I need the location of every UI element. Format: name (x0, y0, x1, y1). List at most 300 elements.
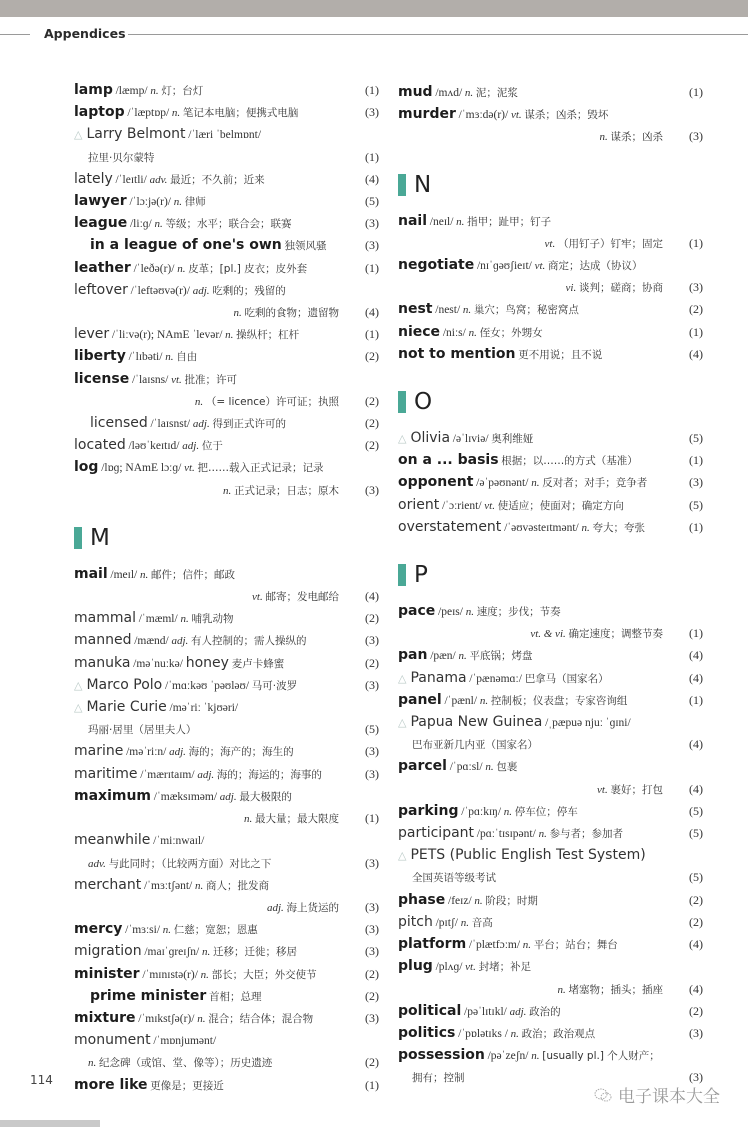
entry-text (88, 854, 353, 875)
headword: lately (74, 170, 113, 187)
entry-text (398, 299, 677, 321)
unit-number: (1) (365, 327, 379, 342)
entry-text (88, 148, 353, 169)
unit-number: (1) (365, 1077, 379, 1092)
entry-text (74, 675, 353, 697)
unit-number: (2) (365, 416, 379, 431)
headword: parking (398, 802, 459, 819)
headword: lever (74, 326, 110, 343)
dictionary-entry (74, 1008, 379, 1030)
pronunciation: /ˈleɪtli/ (115, 173, 147, 186)
pronunciation: /maɪˈɡreɪʃn/ (144, 946, 200, 959)
entry-text (74, 280, 353, 302)
headword: participant (398, 825, 475, 842)
entry-text (74, 457, 353, 479)
definition-zh: [usually pl.] 个人财产； (542, 1050, 660, 1063)
proper-noun-triangle-icon: △ (74, 701, 83, 715)
entry-text (398, 1023, 677, 1045)
definition-zh: 谋杀；凶杀 (610, 131, 663, 144)
pronunciation: /ˈmæml/ (138, 613, 178, 626)
entry-text (398, 322, 677, 344)
entry-line (398, 823, 703, 845)
entry-text (398, 801, 677, 823)
headword: pitch (398, 913, 433, 930)
part-of-speech: n. (464, 87, 474, 99)
dictionary-entry (74, 258, 379, 280)
dictionary-entry (74, 191, 379, 213)
definition-zh: 商定；达成（协议） (548, 260, 643, 273)
entry-line (398, 756, 703, 778)
definition-zh: 反对者；对手；竞争者 (542, 477, 648, 490)
dictionary-entry (398, 690, 703, 712)
part-of-speech: vt. (597, 783, 608, 796)
part-of-speech: n. (154, 218, 163, 231)
definition-zh: 吃剩的；残留的 (212, 284, 286, 297)
part-of-speech: vt. (171, 373, 182, 386)
dictionary-entry (74, 457, 379, 501)
entry-text (74, 830, 353, 852)
dictionary-entry (74, 741, 379, 763)
definition-zh: 指甲；趾甲；钉子 (467, 215, 552, 228)
entry-line (74, 741, 379, 763)
unit-number: (3) (365, 216, 379, 231)
section-marker-icon (398, 564, 406, 586)
entry-line (74, 124, 379, 146)
dictionary-entry (74, 986, 379, 1008)
entry-continuation (398, 979, 703, 1001)
dictionary-entry (74, 169, 379, 191)
entry-text (398, 823, 677, 845)
dictionary-entry (74, 1030, 379, 1074)
definition-zh: 独领风骚 (284, 240, 327, 253)
definition-zh: 谋杀；凶杀；毁坏 (524, 109, 609, 122)
dictionary-entry (398, 1023, 703, 1045)
unit-number: (5) (365, 722, 379, 737)
entry-line (74, 1075, 379, 1097)
unit-number: (3) (689, 475, 703, 490)
part-of-speech: n. (202, 946, 211, 959)
entry-text (398, 756, 677, 778)
unit-number: (3) (365, 633, 379, 648)
unit-number: (4) (689, 737, 703, 752)
definition-zh: 根据；以……的方式（基准） (501, 455, 638, 468)
definition-zh: 政治；政治观点 (521, 1027, 596, 1040)
entry-line (74, 346, 379, 368)
entry-text (74, 964, 353, 986)
unit-number: (2) (365, 438, 379, 453)
pronunciation: /ˈmɒnjumənt/ (153, 1035, 217, 1048)
entry-line (398, 668, 703, 690)
entry-line (74, 102, 379, 124)
definition-zh: 平底锅；烤盘 (469, 650, 533, 663)
entry-text (74, 741, 353, 763)
dictionary-entry (398, 845, 703, 889)
entry-line (398, 299, 703, 321)
entry-text (398, 344, 677, 366)
entry-text (74, 1030, 353, 1052)
entry-line (398, 934, 703, 956)
pronunciation: /pəˈzeʃn/ (487, 1050, 529, 1063)
definition-zh: 更不用说；且不说 (518, 348, 603, 361)
definition-zh: 控制板；仪表盘；专家咨询组 (490, 694, 628, 707)
headword: possession (398, 1047, 485, 1064)
pronunciation: /ˈmɪnɪstə(r)/ (142, 968, 198, 981)
headword: Papua New Guinea (410, 714, 543, 731)
proper-noun-triangle-icon: △ (74, 678, 83, 692)
pronunciation: /pæn/ (430, 650, 456, 663)
pronunciation: /feɪz/ (448, 894, 472, 907)
entry-text (74, 191, 353, 213)
headword: mammal (74, 610, 136, 627)
definition-zh: 首相；总理 (209, 990, 262, 1003)
entry-text (74, 1008, 353, 1030)
part-of-speech: adj. (266, 901, 284, 914)
definition-zh: 部长；大臣；外交使节 (211, 968, 317, 981)
unit-number: (1) (365, 83, 379, 97)
unit-number: (2) (689, 1003, 703, 1018)
dictionary-entry (398, 801, 703, 823)
headword: lamp (74, 82, 113, 98)
entry-text (74, 213, 353, 235)
part-of-speech: vt. & vi. (530, 628, 566, 641)
dictionary-entry (398, 668, 703, 690)
entry-text (398, 668, 677, 690)
entry-line (74, 875, 379, 897)
headword: mail (74, 565, 108, 582)
part-of-speech: n. (538, 828, 547, 841)
part-of-speech: n. (460, 916, 469, 929)
entry-line (74, 697, 379, 719)
unit-number: (4) (689, 648, 703, 663)
definition-zh: 停车位；停车 (514, 805, 578, 818)
dictionary-entry (398, 601, 703, 645)
definition-zh: 泥；泥浆 (475, 87, 518, 99)
entry-continuation (74, 302, 379, 324)
dictionary-entry (74, 697, 379, 741)
pronunciation: /ˈpɑːkɪŋ/ (461, 805, 502, 818)
unit-number: (1) (365, 149, 379, 164)
unit-number: (3) (365, 105, 379, 120)
headword: liberty (74, 348, 126, 365)
entry-line (398, 450, 703, 472)
unit-number: (4) (365, 171, 379, 186)
entry-text (398, 890, 677, 912)
definition-zh: 最大量；最大限度 (255, 813, 339, 826)
entry-continuation (74, 853, 379, 875)
dictionary-entry (74, 369, 379, 413)
dictionary-entry (74, 608, 379, 630)
entry-continuation (74, 147, 379, 169)
pronunciation: /ˈpɒlətɪks / (458, 1027, 508, 1040)
headword: leather (74, 259, 131, 276)
entry-line (398, 104, 703, 126)
headword: merchant (74, 876, 142, 893)
definition-zh: 全国英语等级考试 (412, 872, 496, 885)
entry-text (398, 690, 677, 712)
part-of-speech: n. (522, 939, 532, 952)
headword: lawyer (74, 193, 127, 210)
definition-zh: 谈判；磋商；协商 (579, 282, 663, 295)
section-letter: O (414, 389, 433, 416)
part-of-speech: n. (510, 1027, 519, 1040)
definition-zh: 封堵；补足 (478, 961, 532, 974)
definition-zh: 哺乳动物 (191, 613, 234, 626)
unit-number: (2) (365, 393, 379, 408)
watermark-text: 电子课本大全 (618, 1087, 720, 1107)
entry-continuation (74, 586, 379, 608)
part-of-speech: adv. (149, 173, 168, 186)
part-of-speech: n. (581, 521, 590, 534)
part-of-speech: n. (177, 262, 186, 275)
pronunciation: /ˈleðə(r)/ (133, 262, 175, 275)
entry-continuation (74, 897, 379, 919)
headword: Marco Polo (86, 676, 163, 693)
unit-number: (1) (365, 260, 379, 275)
section-heading-n (398, 159, 703, 211)
part-of-speech: adj. (219, 790, 237, 803)
entry-line (90, 986, 379, 1008)
headword: licensed (90, 415, 148, 432)
dictionary-entry (74, 1075, 379, 1097)
definition-zh: 平台；站台；舞台 (533, 939, 618, 952)
definition-zh: 参与者；参加者 (549, 828, 624, 841)
dictionary-entry (74, 435, 379, 457)
entry-line (74, 213, 379, 235)
dictionary-entry (74, 786, 379, 830)
top-scan-band (0, 0, 748, 17)
unit-number: (3) (689, 129, 703, 144)
unit-number: (3) (365, 855, 379, 870)
part-of-speech: n. (171, 107, 181, 120)
definition-zh: 使适应；使面对；确定方向 (497, 499, 624, 512)
unit-number: (3) (365, 677, 379, 692)
dictionary-entry (74, 630, 379, 652)
part-of-speech: n. (139, 568, 149, 581)
entry-continuation (398, 233, 703, 255)
dictionary-entry (398, 211, 703, 255)
pronunciation: /nest/ (435, 304, 461, 317)
unit-number: (3) (365, 482, 379, 497)
dictionary-entry (74, 830, 379, 874)
part-of-speech: adv. (88, 857, 106, 870)
headword: mud (398, 84, 433, 100)
entry-text (88, 720, 353, 741)
definition-zh: 正式记录；日志；原木 (234, 484, 339, 497)
dictionary-entry (398, 344, 703, 366)
entry-line (398, 601, 703, 623)
unit-number: (1) (689, 453, 703, 468)
dictionary-entry (398, 756, 703, 800)
part-of-speech: adj. (192, 418, 210, 431)
part-of-speech: adj. (192, 284, 210, 297)
pronunciation: /mænd/ (134, 635, 169, 648)
part-of-speech: n. (244, 813, 253, 826)
headword: murder (398, 106, 456, 123)
entry-line (74, 258, 379, 280)
definition-zh: 音高 (471, 916, 493, 929)
entry-line (74, 608, 379, 630)
headword: maximum (74, 787, 152, 804)
part-of-speech: n. (173, 196, 182, 209)
entry-line (398, 845, 703, 867)
unit-number: (3) (365, 944, 379, 959)
definition-zh: 位于 (201, 440, 223, 453)
dictionary-entry (74, 280, 379, 324)
section-heading-o (398, 376, 703, 428)
entry-text (223, 481, 339, 502)
headword: pace (398, 603, 436, 620)
pronunciation: /peɪs/ (438, 606, 463, 619)
pronunciation: /ˈplætfɔːm/ (468, 939, 521, 952)
entry-text (244, 809, 339, 830)
entry-text (566, 278, 663, 299)
section-heading-m (74, 512, 379, 564)
definition-zh: 海上货运的 (286, 901, 339, 914)
entry-line (74, 564, 379, 586)
header-rule-left (0, 34, 30, 35)
unit-number: (3) (689, 1070, 703, 1085)
unit-number: (5) (689, 497, 703, 512)
entry-continuation (398, 277, 703, 299)
entry-line (74, 169, 379, 191)
dictionary-entry (398, 428, 703, 450)
part-of-speech: n. (200, 968, 209, 981)
part-of-speech: n. (474, 894, 483, 907)
entry-line (398, 472, 703, 494)
proper-noun-triangle-icon: △ (398, 671, 407, 685)
entry-text (74, 564, 353, 586)
unit-number: (5) (689, 803, 703, 818)
headword: license (74, 370, 130, 387)
headword: located (74, 437, 126, 454)
definition-zh: 商人；批发商 (205, 879, 269, 892)
definition-zh: 速度；步伐；节奏 (476, 606, 561, 619)
definition-zh: 纪念碑（或馆、堂、像等）；历史遗迹 (99, 1057, 273, 1070)
definition-zh: 灯；台灯 (161, 85, 204, 97)
entry-line (398, 211, 703, 233)
entry-line (398, 1045, 703, 1067)
entry-line (74, 786, 379, 808)
entry-text (558, 980, 664, 1001)
dictionary-entry (74, 941, 379, 963)
entry-text (398, 1045, 677, 1067)
entry-continuation (74, 391, 379, 413)
pronunciation: /ˈliːvə(r); NAmE ˈlevər/ (111, 329, 223, 342)
headword: manned (74, 632, 132, 649)
entry-text (412, 868, 677, 889)
entry-text (398, 934, 677, 956)
entry-text (74, 875, 353, 897)
dictionary-entry (398, 322, 703, 344)
definition-zh: （用钉子）钉牢；固定 (558, 237, 663, 250)
definition-zh: 巴拿马（国家名） (524, 672, 609, 685)
part-of-speech: vt. (184, 462, 195, 475)
pronunciation: /ˌpæpuə njuː ˈɡɪni/ (545, 717, 631, 730)
unit-number: (2) (365, 1055, 379, 1070)
dictionary-entry (398, 712, 703, 756)
definition-zh: 律师 (184, 196, 206, 209)
part-of-speech: vt. (252, 591, 263, 604)
unit-number: (1) (689, 324, 703, 339)
pronunciation: /ˈɔːrient/ (441, 499, 482, 512)
entry-line (398, 690, 703, 712)
unit-number: (5) (689, 870, 703, 885)
definition-zh: 最大极限的 (239, 790, 292, 803)
entry-line (74, 941, 379, 963)
section-letter: P (414, 562, 428, 589)
headword: overstatement (398, 518, 502, 535)
dictionary-entry (398, 645, 703, 667)
definition-zh: 夸大；夸张 (592, 521, 645, 534)
entry-text (74, 919, 353, 941)
unit-number: (3) (365, 922, 379, 937)
dictionary-entry (74, 875, 379, 919)
entry-text (398, 712, 677, 734)
definition-zh: 批准；许可 (184, 373, 238, 386)
definition-zh: 仁慈；宽恕；恩惠 (173, 924, 258, 937)
part-of-speech: adj. (171, 635, 189, 648)
headword: politics (398, 1024, 456, 1041)
section-letter: M (90, 524, 110, 551)
dictionary-entry (74, 413, 379, 435)
unit-number: (2) (365, 655, 379, 670)
entry-continuation (398, 779, 703, 801)
right-column (398, 82, 703, 1090)
unit-number: (2) (365, 966, 379, 981)
pronunciation: /əˈlɪviə/ (452, 433, 489, 446)
definition-zh: 海的；海产的；海生的 (188, 746, 294, 759)
entry-line (90, 235, 379, 257)
pronunciation: /məˈriːn/ (126, 746, 167, 759)
entry-line (74, 1008, 379, 1030)
part-of-speech: n. (225, 329, 234, 342)
entry-text (398, 645, 677, 667)
entry-text (398, 517, 677, 539)
headword: meanwhile (74, 832, 151, 849)
pronunciation: /pɪtʃ/ (435, 916, 458, 929)
unit-number: (3) (365, 238, 379, 253)
definition-zh: 政治的 (529, 1005, 561, 1018)
entry-line (398, 255, 703, 277)
page-number: 114 (30, 1073, 53, 1087)
section-letter: N (414, 171, 432, 198)
part-of-speech: vt. (544, 237, 556, 250)
pronunciation: /məˈnuːkə/ (133, 657, 183, 670)
pronunciation: /ˈlɪbəti/ (128, 351, 163, 364)
definition-zh: 吃剩的食物；遗留物 (244, 307, 339, 320)
pronunciation: /ˈmɜːtʃənt/ (143, 879, 193, 892)
definition-zh: 玛丽·居里（居里夫人） (88, 724, 197, 737)
part-of-speech: n. (468, 326, 477, 339)
definition-zh: 得到正式许可的 (212, 418, 286, 431)
definition-zh: 确定速度；调整节奏 (568, 628, 663, 641)
unit-number: (3) (365, 899, 379, 914)
entry-continuation (398, 867, 703, 889)
definition-zh: 最近；不久前；近来 (170, 173, 265, 186)
unit-number: (1) (365, 811, 379, 826)
entry-text (74, 124, 353, 146)
headword: parcel (398, 758, 447, 775)
part-of-speech: n. (557, 983, 566, 996)
pronunciation: /læmp/ (115, 85, 148, 97)
definition-zh: 拉里·贝尔蒙特 (88, 151, 155, 164)
headword: platform (398, 936, 467, 953)
unit-number: (4) (689, 981, 703, 996)
entry-line (398, 82, 703, 104)
entry-line (398, 517, 703, 539)
part-of-speech: n. (485, 761, 494, 774)
pronunciation: /ˈmɪkstʃə(r)/ (138, 1012, 195, 1025)
